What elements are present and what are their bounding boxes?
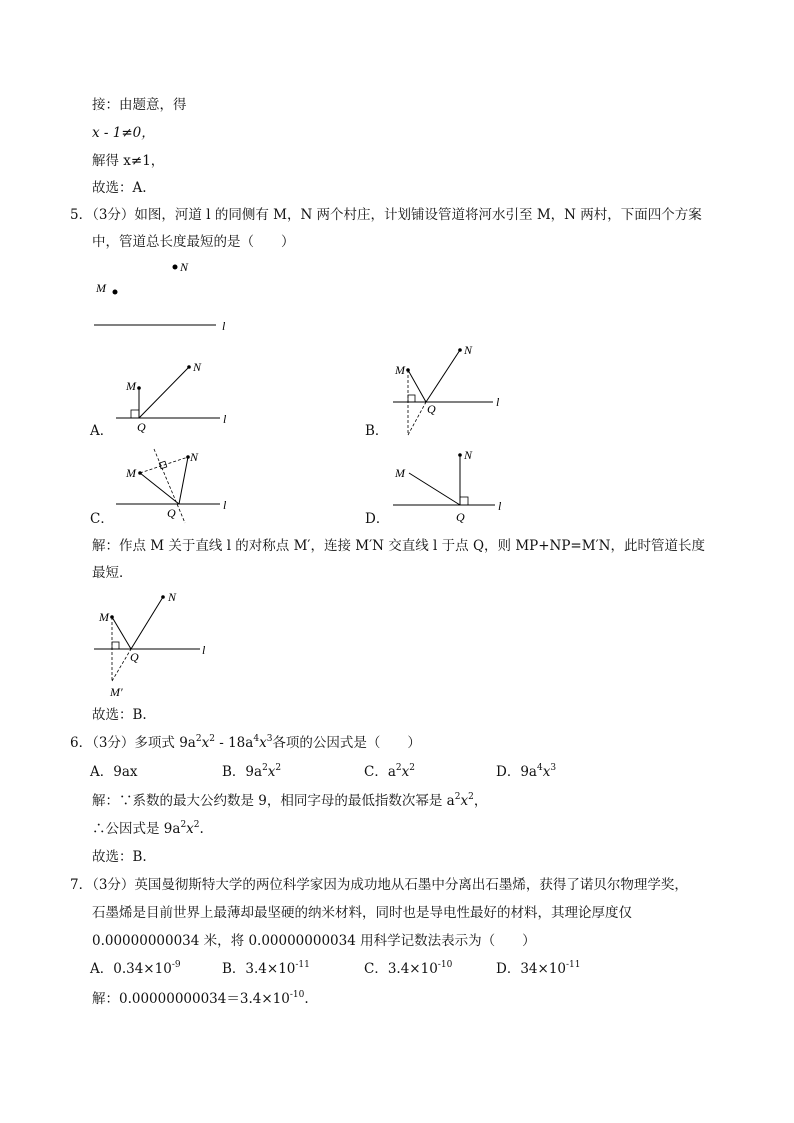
- exp: 2: [395, 762, 402, 773]
- label-n: N: [180, 260, 189, 274]
- exp: 4: [253, 733, 260, 744]
- pipe-mq: [409, 473, 460, 505]
- exp: -10: [289, 989, 305, 1000]
- exp: 3: [550, 762, 557, 773]
- exp: 2: [193, 819, 200, 830]
- right-angle-mark: [460, 497, 468, 505]
- q5-option-c-figure: [110, 445, 235, 525]
- label-m: M: [99, 610, 109, 624]
- var-x: x: [401, 764, 410, 780]
- q5-main-figure: [90, 255, 240, 335]
- village-m-point: [110, 615, 114, 619]
- right-angle-mark: [408, 395, 415, 402]
- exp: 2: [262, 762, 268, 773]
- exp: 2: [195, 733, 202, 744]
- village-n-point: [458, 453, 462, 457]
- exp: 2: [468, 791, 474, 802]
- q4-answer: 故选：A.: [92, 180, 147, 196]
- q5-option-d-figure: [390, 445, 510, 525]
- exp: 2: [209, 733, 215, 744]
- exp: 2: [180, 819, 187, 830]
- q6-option-c-text: C．a: [364, 764, 396, 780]
- label-q: Q: [427, 402, 436, 416]
- village-n-point: [173, 265, 178, 270]
- q7-option-d-text: D．34×10: [496, 961, 566, 977]
- q7-option-c: [364, 960, 452, 978]
- q6-solution-line2-end: .: [199, 821, 204, 837]
- q6-option-d-text: D．9a: [496, 764, 537, 780]
- label-m-prime: M′: [110, 685, 123, 699]
- q7-solution-text: 解：0.00000000034＝3.4×10: [92, 991, 290, 1007]
- q6-solution-line1-end: ，: [473, 793, 488, 809]
- exp: 2: [454, 791, 461, 802]
- q6-option-a: A．9ax: [90, 764, 138, 780]
- exp: -10: [437, 959, 453, 970]
- q6-option-d: [496, 763, 556, 781]
- var-x: x: [259, 735, 267, 751]
- q7-option-c-text: C．3.4×10: [364, 961, 438, 977]
- q5-solution-line2: 最短．: [92, 565, 133, 581]
- label-q: Q: [167, 506, 176, 520]
- exp: 4: [536, 762, 543, 773]
- label-q: Q: [130, 650, 139, 664]
- village-m-point: [113, 290, 118, 295]
- q5-option-b-figure: [390, 340, 510, 435]
- label-m: M: [395, 466, 405, 480]
- label-l: l: [222, 319, 226, 333]
- var-x: x: [542, 764, 551, 780]
- village-m-point: [138, 471, 142, 475]
- q7-stem-line3: 0.00000000034 米，将 0.00000000034 用科学记数法表示为（ ）: [92, 933, 536, 949]
- right-angle-mark: [131, 410, 139, 418]
- label-m: M: [126, 379, 136, 393]
- label-l: l: [496, 395, 500, 409]
- q6-option-b: [222, 763, 281, 781]
- pipe-qn: [179, 457, 188, 504]
- q7-stem-line1: 7．（3分）英国曼彻斯特大学的两位科学家因为成功地从石墨中分离出石墨烯，获得了诺贝尔物理学奖，: [70, 877, 688, 893]
- q7-option-a-text: A．0.34×10: [90, 961, 172, 977]
- q6-solution-line1: [92, 792, 487, 810]
- exp: 2: [275, 762, 282, 773]
- q6-stem: [70, 734, 421, 752]
- q6-stem-mid: - 18a: [214, 735, 254, 751]
- label-l: l: [223, 412, 227, 426]
- pipe-mq: [112, 617, 131, 649]
- q7-solution-end: .: [304, 991, 309, 1007]
- q6-option-b-text: B．9a: [222, 764, 263, 780]
- q4-solution-intro: 接：由题意，得: [92, 97, 187, 113]
- village-n-point: [187, 365, 191, 369]
- label-m: M: [126, 466, 136, 480]
- q7-option-a: [90, 960, 181, 978]
- reflection-dashed: [408, 402, 426, 435]
- q5-stem-line1: 5．（3分）如图，河道 l 的同侧有 M，N 两个村庄，计划铺设管道将河水引至 M，N 两村，下面四个方案: [70, 207, 702, 223]
- exp: 3: [266, 733, 273, 744]
- q4-solution-line1: x - 1≠0，: [92, 125, 155, 141]
- pipe-mq: [140, 473, 179, 504]
- q6-option-c: [364, 763, 415, 781]
- label-n: N: [190, 450, 199, 464]
- q5-option-a-figure: [110, 355, 235, 434]
- label-l: l: [498, 499, 502, 513]
- q6-stem-post: 各项的公因式是（ ）: [272, 735, 421, 751]
- exp: -11: [566, 959, 581, 970]
- label-q: Q: [137, 420, 146, 434]
- village-m-point: [137, 386, 141, 390]
- q5-answer: 故选：B.: [92, 707, 147, 723]
- var-x: x: [267, 764, 276, 780]
- pipe-qn: [426, 350, 460, 402]
- right-angle-mark: [112, 642, 119, 649]
- var-x: x: [201, 735, 210, 751]
- q6-answer: 故选：B.: [92, 849, 147, 865]
- label-n: N: [464, 343, 473, 357]
- village-n-point: [458, 348, 462, 352]
- q5-option-a-label: A．: [90, 423, 114, 439]
- exp: 2: [409, 762, 415, 773]
- q7-option-b: [222, 960, 310, 978]
- q6-solution-line2-text: ∴公因式是 9a: [92, 821, 181, 837]
- q5-option-b-label: B．: [365, 423, 389, 439]
- label-l: l: [223, 498, 227, 512]
- q6-solution-line1-text: 解：∵系数的最大公约数是 9，相同字母的最低指数次幂是 a: [92, 793, 455, 809]
- q7-solution: [92, 990, 309, 1008]
- label-n: N: [464, 448, 473, 462]
- village-m-point: [406, 368, 410, 372]
- q5-stem-line2: 中，管道总长度最短的是（ ）: [92, 234, 295, 250]
- pipe-qn: [131, 597, 163, 649]
- reflection-dashed: [112, 649, 131, 681]
- q5-option-d-label: D．: [365, 511, 390, 527]
- pipe-qn: [139, 367, 189, 418]
- var-x: x: [460, 793, 469, 809]
- var-x: x: [186, 821, 194, 837]
- q7-stem-line2: 石墨烯是目前世界上最薄却最坚硬的纳米材料，同时也是导电性最好的材料，其理论厚度仅: [92, 905, 632, 921]
- label-m: M: [96, 281, 106, 295]
- label-n: N: [193, 360, 202, 374]
- segment-mn-dashed: [140, 457, 188, 473]
- exp: -9: [171, 959, 181, 970]
- village-n-point: [161, 595, 165, 599]
- exp: -11: [295, 959, 310, 970]
- q7-option-d: [496, 960, 581, 978]
- label-q: Q: [456, 510, 465, 524]
- q5-option-c-label: C．: [90, 511, 114, 527]
- q7-option-b-text: B．3.4×10: [222, 961, 296, 977]
- pipe-mq: [408, 370, 426, 402]
- label-n: N: [168, 590, 177, 604]
- q5-solution-figure: [90, 585, 220, 700]
- q6-stem-pre: 6．（3分）多项式 9a: [70, 735, 196, 751]
- label-l: l: [202, 643, 206, 657]
- q6-solution-line2: [92, 820, 204, 838]
- q4-solution-line2: 解得 x≠1，: [92, 153, 165, 169]
- label-m: M: [395, 363, 405, 377]
- q5-solution-line1: 解：作点 M 关于直线 l 的对称点 M′，连接 M′N 交直线 l 于点 Q，则 MP+NP=M′N，此时管道长度: [92, 538, 705, 554]
